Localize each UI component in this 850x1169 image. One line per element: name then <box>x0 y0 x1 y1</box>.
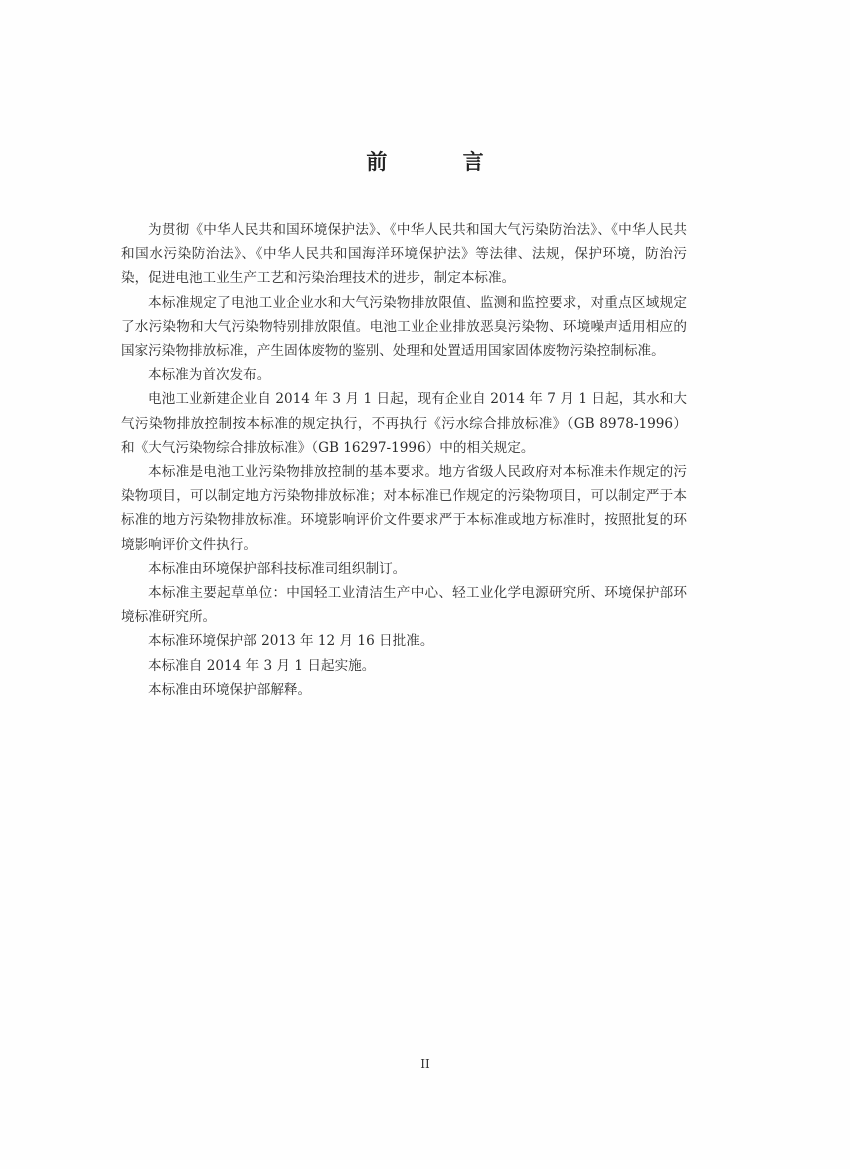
paragraph-interpretation: 本标准由环境保护部解释。 <box>148 681 312 698</box>
paragraph-basic-requirements: 本标准是电池工业污染物排放控制的基本要求。地方省级人民政府对本标准未作规定的污染物项目，可以制定地方污染物排放标准；对本标准已作规定的污染物项目，可以制定严于本标准的地方污染物排放标准。环境影响评价文件要求严于本标准或地方标准时，按照批复的环境影响评价文件执行。 <box>121 464 687 553</box>
paragraph-effective-dates: 电池工业新建企业自 2014 年 3 月 1 日起，现有企业自 2014 年 7 月 1 日起，其水和大气污染物排放控制按本标准的规定执行，不再执行《污水综合排放标准》（GB 8978-1996）和《大气污染物综合排放标准》（GB 16297-1996）中的相关规定。 <box>121 391 687 456</box>
paragraph-approval: 本标准环境保护部 2013 年 12 月 16 日批准。 <box>148 633 434 650</box>
preface-body <box>121 218 687 702</box>
paragraph-scope: 本标准规定了电池工业企业水和大气污染物排放限值、监测和监控要求，对重点区域规定了水污染物和大气污染物特别排放限值。电池工业企业排放恶臭污染物、环境噪声适用相应的国家污染物排放标准，产生固体废物的鉴别、处理和处置适用国家固体废物污染控制标准。 <box>121 294 687 360</box>
paragraph-purpose: 为贯彻《中华人民共和国环境保护法》、《中华人民共和国大气污染防治法》、《中华人民共和国水污染防治法》、《中华人民共和国海洋环境保护法》等法律、法规，保护环境，防治污染，促进电池工业生产工艺和污染治理技术的进步，制定本标准。 <box>121 222 687 287</box>
paragraph-organizer: 本标准由环境保护部科技标准司组织制订。 <box>148 560 407 577</box>
paragraph-first-release: 本标准为首次发布。 <box>148 367 271 384</box>
page-number: II <box>420 1057 430 1071</box>
page-title: 前 言 <box>366 149 518 174</box>
paragraph-drafting-units: 本标准主要起草单位：中国轻工业清洁生产中心、轻工业化学电源研究所、环境保护部环境标准研究所。 <box>121 585 687 626</box>
paragraph-implementation: 本标准自 2014 年 3 月 1 日起实施。 <box>148 657 376 674</box>
